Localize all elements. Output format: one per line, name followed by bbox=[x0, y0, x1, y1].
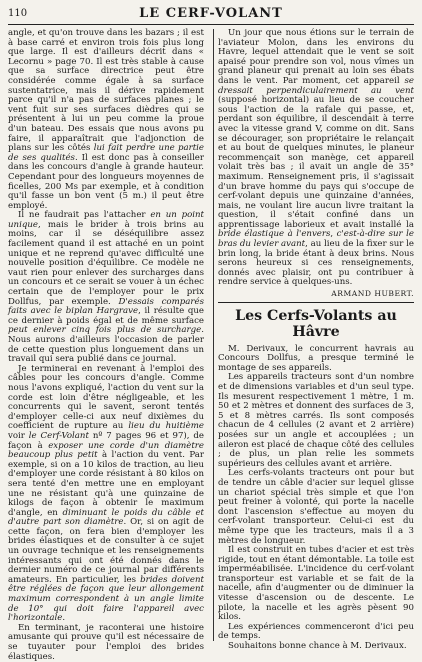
page-header bbox=[8, 5, 414, 23]
paragraph: M. Derivaux, le concurrent havrais au Concours Dollfus, a presque terminé le montage de ses appareils. bbox=[218, 343, 414, 373]
paragraph: Je terminerai en revenant à l'emploi des câbles pour les concours d'angle. Comme nous l'avons expliqué, l'action du vent sur la corde est loin d'être négligeable, et les concurrents qui le savent, seront tentés d'employer celle-ci aux neuf dixièmes du coefficient de rupture au lieu du huitième voir le Cerf-Volant nº 7 pages 96 et 97), de façon à exposer une corde d'un diamètre beaucoup plus petit à l'action du vent. Par exemple, si on a 10 kilos de traction, au lieu d'employer une corde résistant à 80 kilos on sera tenté d'en mettre une en employant une ne résistant qu'à une quinzaine de kilogs de façon à obtenir le maximum d'angle, en diminuant le poids du câble et d'autre part son diamètre. Or, si on agit de cette façon, on fera bien d'employer les brides élastiques et de consulter à ce sujet un ouvrage technique et les renseignements intéressants qui ont été donnés dans le dernier numéro de ce journal par différents amateurs. En particulier, les brides doivent être réglées de façon que leur allongement maximum correspondent à un angle limite de 10° qui doit faire l'appareil avec l'horizontale. bbox=[8, 363, 204, 624]
paragraph: Il est construit en tubes d'acier et est très rigide, tout en étant démontable. La toile est imperméabilisée. L'incidence du cerf-volant transporteur est variable et se fait de la nacelle, afin d'augmenter ou de diminuer la vitesse d'ascension ou de descente. Le pilote, la nacelle et les agrès pèsent 90 kilos. bbox=[218, 545, 414, 623]
article-title: Les Cerfs-Volants au Hâvre bbox=[235, 307, 397, 340]
paragraph: Un jour que nous étions sur le terrain de l'aviateur Molon, dans les environs du Havre, lequel attendait que le vent se soit apaisé pour prendre son vol, nous vîmes un grand planeur qui prenait au loin ses ébats dans le vent. Par moment, cet appareil se dressait perpendiculairement au vent (supposé horizontal) au lieu de se coucher sous l'action de la rafale qui passe, et, perdant son équilibre, il descendait à terre avec la vitesse grand V, comme on dit. Sans se décourager, son propriétaire le relançait et au bout de quelques minutes, le planeur recommençait son manège, cet appareil volait très bas ; il avait un angle de 35° maximum. Renseignement pris, il s'agissait d'un brave homme du pays qui s'occupe de cerf-volant depuis une quinzaine d'années, mais, ne voulant lire aucun livre traitant la question, il s'était confiné dans un apprentissage laborieux et avait installé la bride élastique à l'envers, c'est-à-dire sur le bras du levier avant, au lieu de la fixer sur le brin long, la bride étant à deux brins. Nous serons heureux si ces renseignements, donnés avec plaisir, ont pu contribuer à rendre service à quelques-uns. bbox=[218, 28, 414, 288]
article-divider bbox=[218, 302, 414, 303]
paragraph: Il ne faudrait pas l'attacher en un point unique, mais le brider à trois brins au moins, car il se déséquilibre assez facilement quand il est attaché en un point unique et ne reprend qu'avec difficulté une nouvelle position d'équilibre. Ce modèle ne vaut rien pour enlever des surcharges dans un concours et ce serait se vouer à un échec certain que de l'employer pour le prix Dollfus, par exemple. D'essais comparés faits avec le biplan Hargrave, il résulte que ce dernier à poids égal et de même surface peut enlever cinq fois plus de surcharge. Nous aurons d'ailleurs l'occasion de parler de cette question plus longuement dans un travail qui sera publié dans ce journal. bbox=[8, 210, 204, 365]
header-rule bbox=[8, 24, 414, 25]
paragraph: Les expériences commenceront d'ici peu de temps. bbox=[218, 621, 414, 642]
paragraph: Souhaitons bonne chance à M. Derivaux. bbox=[228, 641, 407, 652]
paragraph: angle, et qu'on trouve dans les bazars ; il est à base carré et environ trois fois plus long que large. Il est d'ailleurs décrit dans « Lecornu » page 70. Il est très stable à cause que sa surface directrice peut être considérée comme égale à sa surface sustentatrice, mais il dérive rapidement parce qu'il n'a pas de surfaces planes ; le vent fuit sur ses surfaces dièdres qui se présentent à lui un peu comme la proue d'un bateau. Des essais que nous avons pu faire, il apparaîtrait que l'adjonction de plans sur les côtés lui fait perdre une partie de ses qualités. Il est donc pas à conseiller dans les concours d'angle à grande hauteur. Cependant pour des longueurs moyennes de ficelles, 200 Ms par exemple, et à condition qu'il fasse un bon vent (5 m.) il peut être employé. bbox=[8, 28, 205, 211]
paragraph: En terminant, je raconterai une histoire amusante qui prouve qu'il est nécessaire de se tuyauter pour l'emploi des brides élastiques. bbox=[8, 622, 204, 662]
paragraph: Les cerfs-volants tracteurs ont pour but de tendre un câble d'acier sur lequel glisse un chariot spécial très simple et que l'on peut freiner à volonté, qui porte la nacelle dont l'ascension s'effectue au moyen du cerf-volant transporteur. Celui-ci est du même type que les tracteurs, mais il a 3 mètres de longueur. bbox=[218, 468, 414, 546]
journal-title: LE CERF-VOLANT bbox=[139, 6, 283, 21]
page-number: 110 bbox=[8, 8, 28, 19]
column-divider bbox=[213, 29, 214, 641]
author-signature: ARMAND HUBERT. bbox=[331, 289, 414, 299]
paragraph: Les appareils tracteurs sont d'un nombre et de dimensions variables et d'un seul type. Ils mesurent respectivement 1 mètre, 1 m. 50 et 2 mètres et donnent des surfaces de 3, 5 et 8 mètres carrés. Ils sont composés chacun de 4 cellules (2 avant et 2 arrière) posées sur un angle et accouplées ; un aileron est placé de chaque côté des cellules ; de plus, un plan relie les sommets supérieurs des cellules avant et arrière. bbox=[218, 372, 414, 469]
left-column bbox=[8, 29, 204, 662]
right-column bbox=[218, 29, 414, 652]
